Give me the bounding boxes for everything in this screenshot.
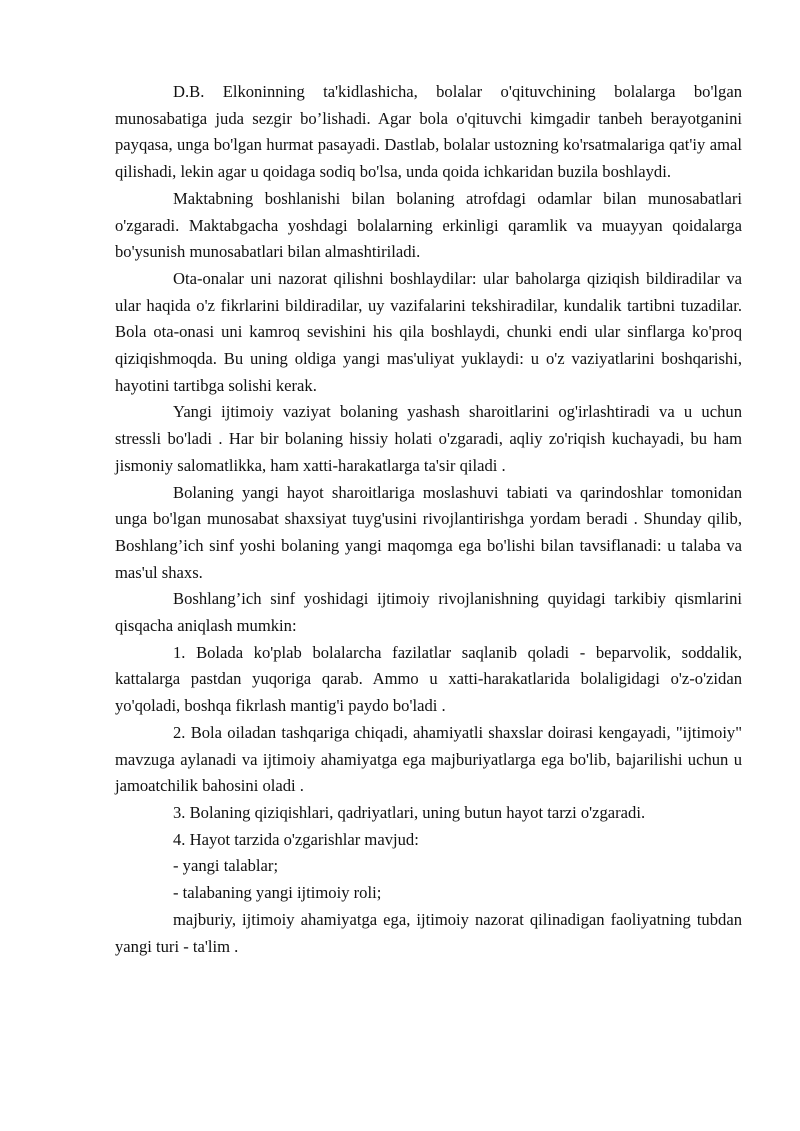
document-page xyxy=(115,79,742,960)
paragraph-social-situation: Yangi ijtimoiy vaziyat bolaning yashash sharoitlarini og'irlashtiradi va u uchun stressli bo'ladi . Har bir bolaning hissiy holati o'zgaradi, aqliy zo'riqish kuchayadi, bu ham jismoniy salomatlikka, ham xatti-harakatlarga ta'sir qiladi . xyxy=(115,402,742,475)
list-item-2: 2. Bola oiladan tashqariga chiqadi, ahamiyatli shaxslar doirasi kengayadi, "ijtimoiy" mavzuga aylanadi va ijtimoiy ahamiyatga ega majburiyatlarga ega bo'lib, bajarilishi uchun u jamoatchilik bahosini oladi . xyxy=(115,722,742,796)
paragraph-adaptation: Bolaning yangi hayot sharoitlariga moslashuvi tabiati va qarindoshlar tomonidan unga bo'lgan munosabat shaxsiyat tuyg'usini rivojlantirishga yordam beradi . Shunday qilib, Boshlang’ich sinf yoshi bolaning yangi maqomga ega bo'lishi bilan tavsiflanadi: u talaba va mas'ul shaxs. xyxy=(115,482,742,582)
dash-item-new-social-role: - talabaning yangi ijtimoiy roli; xyxy=(173,883,382,903)
list-item-4: 4. Hayot tarzida o'zgarishlar mavjud: xyxy=(173,829,419,849)
paragraph-components-intro: Boshlang’ich sinf yoshidagi ijtimoiy rivojlanishning quyidagi tarkibiy qismlarini qisqacha aniqlash mumkin: xyxy=(115,589,742,636)
paragraph-elkonin: D.B. Elkoninning ta'kidlashicha, bolalar o'qituvchining bolalarga bo'lgan munosabatiga juda sezgir bo’lishadi. Agar bola o'qituvchi kimgadir tanbeh berayotganini payqasa, unga bo'lgan hurmat pasayadi. Dastlab, bolalar ustozning ko'rsatmalariga qat'iy amal qilishadi, lekin agar u qoidaga sodiq bo'lsa, unda qoida ichkaridan buzila boshlaydi. xyxy=(115,82,742,182)
paragraph-parents-control: Ota-onalar uni nazorat qilishni boshlaydilar: ular baholarga qiziqish bildiradilar va ular haqida o'z fikrlarini bildiradilar, uy vazifalarini tekshiradilar, kundalik tartibni tuzadilar. Bola ota-onasi uni kamroq sevishini his qila boshlaydi, chunki endi ular sinflarga ko'proq qiziqishmoqda. Bu uning oldiga yangi mas'uliyat yuklaydi: u o'z vaziyatlarini boshqarishi, hayotini tartibga solishi kerak. xyxy=(115,268,742,395)
list-item-3: 3. Bolaning qiziqishlari, qadriyatlari, uning butun hayot tarzi o'zgaradi. xyxy=(173,802,646,822)
dash-item-new-requirements: - yangi talablar; xyxy=(173,856,279,876)
paragraph-closing: majburiy, ijtimoiy ahamiyatga ega, ijtimoiy nazorat qilinadigan faoliyatning tubdan yangi turi - ta'lim . xyxy=(115,909,742,956)
list-item-1: 1. Bolada ko'plab bolalarcha fazilatlar saqlanib qoladi - beparvolik, soddalik, kattalarga pastdan yuqoriga qarab. Ammo u xatti-harakatlarida bolaligidagi o'z-o'zidan yo'qoladi, boshqa fikrlash mantig'i paydo bo'ladi . xyxy=(115,642,742,716)
paragraph-school-start: Maktabning boshlanishi bilan bolaning atrofdagi odamlar bilan munosabatlari o'zgaradi. Maktabgacha yoshdagi bolalarning erkinligi qaramlik va muayyan qoidalarga bo'ysunish munosabatlari bilan almashtiriladi. xyxy=(115,188,742,262)
